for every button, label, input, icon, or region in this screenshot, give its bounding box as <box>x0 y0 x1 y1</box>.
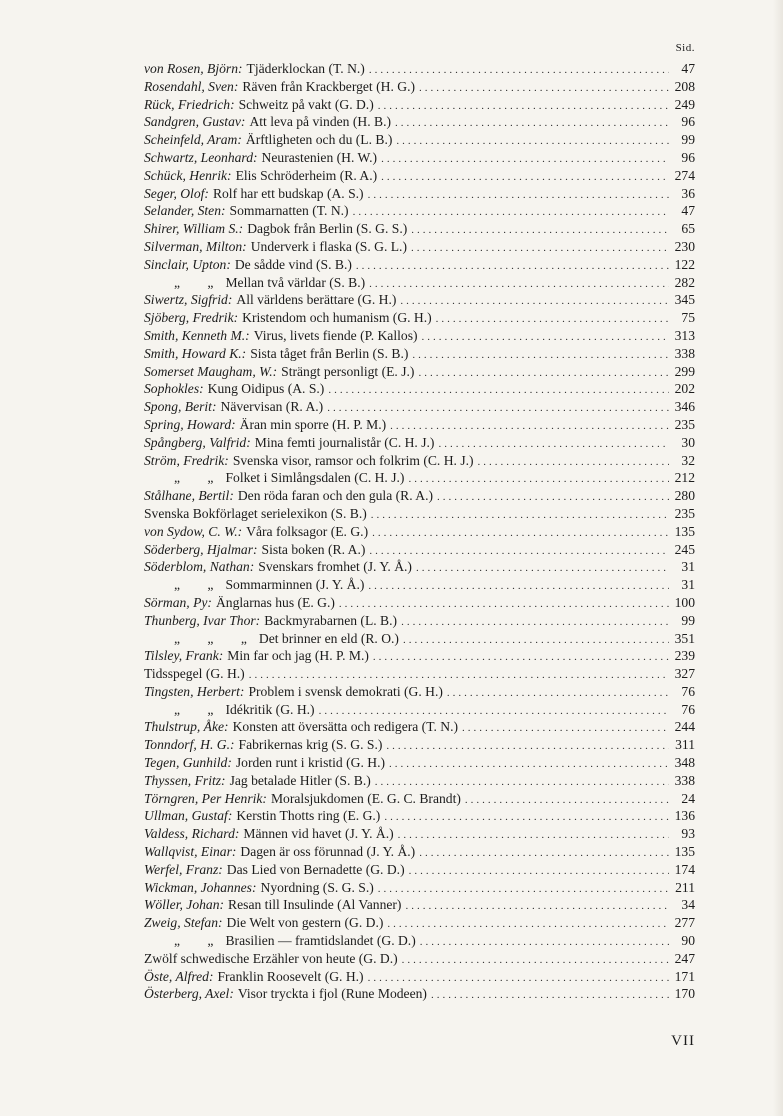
entry-title: Äran min sporre (H. P. M.) <box>239 416 387 432</box>
index-entry <box>144 985 695 1003</box>
index-entry <box>144 523 695 541</box>
entry-author: Werfel, Franz: <box>144 861 223 877</box>
index-entry <box>144 665 695 683</box>
entry-title: Neurastenien (H. W.) <box>261 149 378 165</box>
entry-title: Brasilien — framtidslandet (G. D.) <box>225 933 416 949</box>
dot-leader <box>390 418 669 434</box>
index-entry <box>144 594 695 612</box>
entry-author: Tegen, Gunhild: <box>144 755 232 771</box>
index-entry <box>144 647 695 665</box>
entry-ditto-marks: „ „ <box>174 470 226 486</box>
entry-page-number: 30 <box>681 434 695 450</box>
entry-page-number: 346 <box>674 399 695 415</box>
entry-author: Wickman, Johannes: <box>144 879 257 895</box>
entry-ditto-marks: „ „ <box>174 701 226 717</box>
index-entry <box>144 861 695 879</box>
index-entry <box>144 825 695 843</box>
entry-title: Jag betalade Hitler (S. B.) <box>229 772 371 788</box>
dot-leader <box>368 970 669 986</box>
dot-leader <box>412 347 669 363</box>
entry-page-number: 299 <box>674 363 695 379</box>
entry-author: Seger, Olof: <box>144 185 209 201</box>
dot-leader <box>249 667 669 683</box>
page-folio: VII <box>671 1033 695 1049</box>
entry-page-number: 99 <box>681 612 695 628</box>
index-entry <box>144 131 695 149</box>
index-entry <box>144 291 695 309</box>
index-entry <box>144 256 695 274</box>
entry-title: Sommarminnen (J. Y. Å.) <box>225 577 365 593</box>
entry-page-number: 96 <box>681 114 695 130</box>
entry-title: Resan till Insulinde (Al Vanner) <box>228 897 402 913</box>
entry-page-number: 235 <box>674 416 695 432</box>
entry-author: Stålhane, Bertil: <box>144 488 234 504</box>
entry-title: De sådde vind (S. B.) <box>234 256 352 272</box>
dot-leader <box>353 204 669 220</box>
entry-ditto-marks: „ „ <box>174 577 226 593</box>
index-entry <box>144 790 695 808</box>
index-entry <box>144 96 695 114</box>
entry-page-number: 345 <box>674 292 695 308</box>
entry-author: Thunberg, Ivar Thor: <box>144 612 261 628</box>
dot-leader <box>416 560 669 576</box>
entry-title: Konsten att översätta och redigera (T. N.) <box>232 719 459 735</box>
entry-title: Den röda faran och den gula (R. A.) <box>237 488 434 504</box>
index-entry <box>144 398 695 416</box>
entry-page-number: 208 <box>674 78 695 94</box>
entry-title: Nyordning (S. G. S.) <box>260 879 374 895</box>
dot-leader <box>408 471 669 487</box>
index-entry <box>144 220 695 238</box>
entry-page-number: 212 <box>674 470 695 486</box>
index-entry <box>144 541 695 559</box>
entry-ditto-marks: „ „ <box>174 933 226 949</box>
dot-leader <box>387 916 669 932</box>
entry-author: Silverman, Milton: <box>144 238 247 254</box>
dot-leader <box>411 222 669 238</box>
entry-title: Mellan två världar (S. B.) <box>225 274 366 290</box>
dot-leader <box>372 525 669 541</box>
index-entry <box>144 78 695 96</box>
entry-page-number: 100 <box>674 594 695 610</box>
entry-title: Nävervisan (R. A.) <box>220 399 324 415</box>
entry-title: Elis Schröderheim (R. A.) <box>235 167 378 183</box>
dot-leader <box>419 845 669 861</box>
dot-leader <box>369 276 669 292</box>
entry-title: Franklin Roosevelt (G. H.) <box>217 968 364 984</box>
entry-author: Somerset Maugham, W.: <box>144 363 278 379</box>
page-edge <box>773 0 783 1116</box>
entry-page-number: 174 <box>674 861 695 877</box>
entry-page-number: 338 <box>674 772 695 788</box>
entry-title: Zwölf schwedische Erzähler von heute (G. D.) <box>144 950 398 966</box>
entry-author: Ström, Fredrik: <box>144 452 229 468</box>
entry-title: Räven från Krackberget (H. G.) <box>242 78 415 94</box>
dot-leader <box>381 151 669 167</box>
index-entry <box>144 968 695 986</box>
index-entry <box>144 754 695 772</box>
entry-page-number: 93 <box>681 826 695 842</box>
entry-title: Fabrikernas krig (S. G. S.) <box>238 737 383 753</box>
index-entry <box>144 683 695 701</box>
index-entry <box>144 202 695 220</box>
dot-leader <box>438 436 669 452</box>
index-entry <box>144 452 695 470</box>
entry-author: Törngren, Per Henrik: <box>144 790 267 806</box>
entry-page-number: 47 <box>681 61 695 76</box>
entry-page-number: 202 <box>674 381 695 397</box>
entry-author: Tingsten, Herbert: <box>144 683 245 699</box>
entry-title: Die Welt von gestern (G. D.) <box>226 915 384 931</box>
index-entry <box>144 630 695 648</box>
entry-author: Öste, Alfred: <box>144 968 214 984</box>
entry-page-number: 274 <box>674 167 695 183</box>
page-column-heading: Sid. <box>675 42 695 54</box>
index-entry <box>144 345 695 363</box>
index-entry <box>144 879 695 897</box>
dot-leader <box>437 489 669 505</box>
dot-leader <box>418 365 669 381</box>
entry-author: von Sydow, C. W.: <box>144 523 243 539</box>
index-entry <box>144 363 695 381</box>
entry-title: Mina femti journalistår (C. H. J.) <box>254 434 435 450</box>
entry-author: Siwertz, Sigfrid: <box>144 292 233 308</box>
dot-leader <box>373 649 669 665</box>
entry-title: Kung Oidipus (A. S.) <box>207 381 325 397</box>
entry-page-number: 96 <box>681 149 695 165</box>
entry-title: Backmyrabarnen (L. B.) <box>264 612 398 628</box>
dot-leader <box>422 329 669 345</box>
entry-author: Sinclair, Upton: <box>144 256 231 272</box>
dot-leader <box>384 809 669 825</box>
index-entry <box>144 185 695 203</box>
entry-page-number: 135 <box>674 844 695 860</box>
dot-leader <box>378 881 669 897</box>
entry-title: Moralsjukdomen (E. G. C. Brandt) <box>270 790 461 806</box>
dot-leader <box>339 596 669 612</box>
entry-title: Jorden runt i kristid (G. H.) <box>235 755 385 771</box>
entry-title: Dagbok från Berlin (S. G. S.) <box>247 221 408 237</box>
entry-author: Sophokles: <box>144 381 204 397</box>
entry-author: Sörman, Py: <box>144 594 212 610</box>
entry-author: Selander, Sten: <box>144 203 226 219</box>
dot-leader <box>431 987 669 1003</box>
entry-title: Problem i svensk demokrati (G. H.) <box>248 683 443 699</box>
entry-title: Männen vid havet (J. Y. Å.) <box>243 826 394 842</box>
entry-author: von Rosen, Björn: <box>144 61 243 76</box>
entry-page-number: 136 <box>674 808 695 824</box>
index-entry <box>144 487 695 505</box>
dot-leader <box>402 952 669 968</box>
entry-author: Spring, Howard: <box>144 416 236 432</box>
entry-author: Tilsley, Frank: <box>144 648 224 664</box>
entry-page-number: 34 <box>681 897 695 913</box>
entry-title: Min far och jag (H. P. M.) <box>227 648 369 664</box>
index-entry <box>144 60 695 78</box>
dot-leader <box>386 738 669 754</box>
entry-ditto-marks: „ „ <box>174 274 226 290</box>
dot-leader <box>405 898 669 914</box>
index-entry <box>144 327 695 345</box>
entry-title: Folket i Simlångsdalen (C. H. J.) <box>225 470 405 486</box>
dot-leader <box>411 240 669 256</box>
entry-title: Rolf har ett budskap (A. S.) <box>212 185 364 201</box>
entry-page-number: 99 <box>681 132 695 148</box>
entry-title: Svenskars fromhet (J. Y. Å.) <box>258 559 412 575</box>
entry-title: Att leva på vinden (H. B.) <box>249 114 392 130</box>
entry-author: Spångberg, Valfrid: <box>144 434 251 450</box>
entry-title: All världens berättare (G. H.) <box>236 292 397 308</box>
entry-author: Österberg, Axel: <box>144 986 234 1002</box>
index-entry <box>144 807 695 825</box>
entry-page-number: 338 <box>674 345 695 361</box>
entry-title: Visor tryckta i fjol (Rune Modeen) <box>237 986 427 1002</box>
entry-title: Svenska Bokförlaget serielexikon (S. B.) <box>144 505 367 521</box>
entry-page-number: 135 <box>674 523 695 539</box>
dot-leader <box>395 115 669 131</box>
entry-title: Idékritik (G. H.) <box>225 701 315 717</box>
entry-title: Det brinner en eld (R. O.) <box>258 630 399 646</box>
dot-leader <box>420 934 669 950</box>
entry-page-number: 239 <box>674 648 695 664</box>
entry-title: Underverk i flaska (S. G. L.) <box>250 238 407 254</box>
dot-leader <box>378 98 669 114</box>
entry-title: Das Lied von Bernadette (G. D.) <box>226 861 405 877</box>
index-entry <box>144 896 695 914</box>
entry-page-number: 282 <box>674 274 695 290</box>
entry-page-number: 65 <box>681 221 695 237</box>
index-entry <box>144 167 695 185</box>
index-entry <box>144 274 695 292</box>
entry-author: Söderberg, Hjalmar: <box>144 541 258 557</box>
entry-page-number: 76 <box>681 683 695 699</box>
index-entry <box>144 950 695 968</box>
entry-title: Våra folksagor (E. G.) <box>246 523 369 539</box>
entry-page-number: 76 <box>681 701 695 717</box>
dot-leader <box>327 400 669 416</box>
entry-title: Schweitz på vakt (G. D.) <box>238 96 374 112</box>
entry-author: Smith, Howard K.: <box>144 345 247 361</box>
index-entry <box>144 701 695 719</box>
entry-page-number: 249 <box>674 96 695 112</box>
entry-page-number: 351 <box>674 630 695 646</box>
index-entry <box>144 558 695 576</box>
entry-page-number: 327 <box>674 666 695 682</box>
index-entry <box>144 416 695 434</box>
dot-leader <box>409 863 669 879</box>
entry-title: Sommarnatten (T. N.) <box>229 203 349 219</box>
index-entry <box>144 505 695 523</box>
entry-author: Thyssen, Fritz: <box>144 772 226 788</box>
index-entry <box>144 238 695 256</box>
entry-page-number: 247 <box>674 950 695 966</box>
entry-page-number: 211 <box>675 879 695 895</box>
entry-page-number: 36 <box>681 185 695 201</box>
dot-leader <box>396 133 669 149</box>
entry-author: Sandgren, Gustav: <box>144 114 246 130</box>
entry-title: Sista tåget från Berlin (S. B.) <box>250 345 409 361</box>
entry-author: Sjöberg, Fredrik: <box>144 310 239 326</box>
entry-author: Ullman, Gustaf: <box>144 808 233 824</box>
entry-title: Kristendom och humanism (G. H.) <box>242 310 432 326</box>
entry-author: Thulstrup, Åke: <box>144 719 229 735</box>
index-entry <box>144 149 695 167</box>
index-entry <box>144 469 695 487</box>
entry-author: Söderblom, Nathan: <box>144 559 255 575</box>
entry-author: Schück, Henrik: <box>144 167 232 183</box>
entry-title: Änglarnas hus (E. G.) <box>215 594 335 610</box>
dot-leader <box>369 543 669 559</box>
entry-page-number: 32 <box>681 452 695 468</box>
entry-author: Wallqvist, Einar: <box>144 844 237 860</box>
entry-page-number: 235 <box>674 505 695 521</box>
dot-leader <box>447 685 669 701</box>
entry-page-number: 24 <box>681 790 695 806</box>
entry-author: Spong, Berit: <box>144 399 217 415</box>
entry-page-number: 31 <box>681 559 695 575</box>
dot-leader <box>465 792 669 808</box>
entry-page-number: 311 <box>675 737 695 753</box>
entry-author: Valdess, Richard: <box>144 826 240 842</box>
book-review-index <box>144 60 695 1003</box>
entry-author: Shirer, William S.: <box>144 221 244 237</box>
entry-title: Virus, livets fiende (P. Kallos) <box>253 327 418 343</box>
index-entry <box>144 612 695 630</box>
entry-author: Rück, Friedrich: <box>144 96 235 112</box>
dot-leader <box>371 507 669 523</box>
entry-page-number: 277 <box>674 915 695 931</box>
entry-page-number: 47 <box>681 203 695 219</box>
dot-leader <box>328 382 669 398</box>
entry-title: Kerstin Thotts ring (E. G.) <box>236 808 381 824</box>
dot-leader <box>356 258 669 274</box>
dot-leader <box>401 614 669 630</box>
entry-author: Rosendahl, Sven: <box>144 78 239 94</box>
index-entry <box>144 914 695 932</box>
entry-page-number: 280 <box>674 488 695 504</box>
entry-page-number: 31 <box>681 577 695 593</box>
entry-author: Tonndorf, H. G.: <box>144 737 235 753</box>
entry-page-number: 244 <box>674 719 695 735</box>
dot-leader <box>419 80 669 96</box>
entry-page-number: 75 <box>681 310 695 326</box>
dot-leader <box>375 774 669 790</box>
entry-page-number: 122 <box>674 256 695 272</box>
entry-page-number: 313 <box>674 327 695 343</box>
entry-title: Strängt personligt (E. J.) <box>281 363 415 379</box>
entry-title: Svenska visor, ramsor och folkrim (C. H. J.) <box>232 452 474 468</box>
entry-page-number: 348 <box>674 755 695 771</box>
index-entry <box>144 718 695 736</box>
dot-leader <box>381 169 669 185</box>
entry-title: Tjäderklockan (T. N.) <box>246 61 365 76</box>
index-entry <box>144 576 695 594</box>
dot-leader <box>478 454 669 470</box>
entry-page-number: 245 <box>674 541 695 557</box>
index-entry <box>144 736 695 754</box>
index-entry <box>144 434 695 452</box>
entry-page-number: 230 <box>674 238 695 254</box>
dot-leader <box>436 311 669 327</box>
entry-author: Schwartz, Leonhard: <box>144 149 258 165</box>
entry-title: Tidsspegel (G. H.) <box>144 666 245 682</box>
entry-page-number: 90 <box>681 933 695 949</box>
dot-leader <box>403 632 669 648</box>
entry-title: Dagen är oss förunnad (J. Y. Å.) <box>240 844 416 860</box>
entry-author: Smith, Kenneth M.: <box>144 327 250 343</box>
dot-leader <box>389 756 669 772</box>
entry-author: Wöller, Johan: <box>144 897 225 913</box>
dot-leader <box>368 578 669 594</box>
entry-ditto-marks: „ „ „ <box>174 630 259 646</box>
index-entry <box>144 113 695 131</box>
dot-leader <box>400 293 669 309</box>
entry-title: Sista boken (R. A.) <box>261 541 366 557</box>
index-entry <box>144 309 695 327</box>
dot-leader <box>369 62 669 78</box>
entry-author: Scheinfeld, Aram: <box>144 132 242 148</box>
dot-leader <box>462 720 669 736</box>
entry-title: Ärftligheten och du (L. B.) <box>245 132 393 148</box>
entry-page-number: 170 <box>674 986 695 1002</box>
index-entry <box>144 843 695 861</box>
index-entry <box>144 380 695 398</box>
dot-leader <box>368 187 669 203</box>
dot-leader <box>398 827 669 843</box>
index-entry <box>144 772 695 790</box>
index-entry <box>144 932 695 950</box>
entry-page-number: 171 <box>674 968 695 984</box>
dot-leader <box>319 703 669 719</box>
entry-author: Zweig, Stefan: <box>144 915 223 931</box>
